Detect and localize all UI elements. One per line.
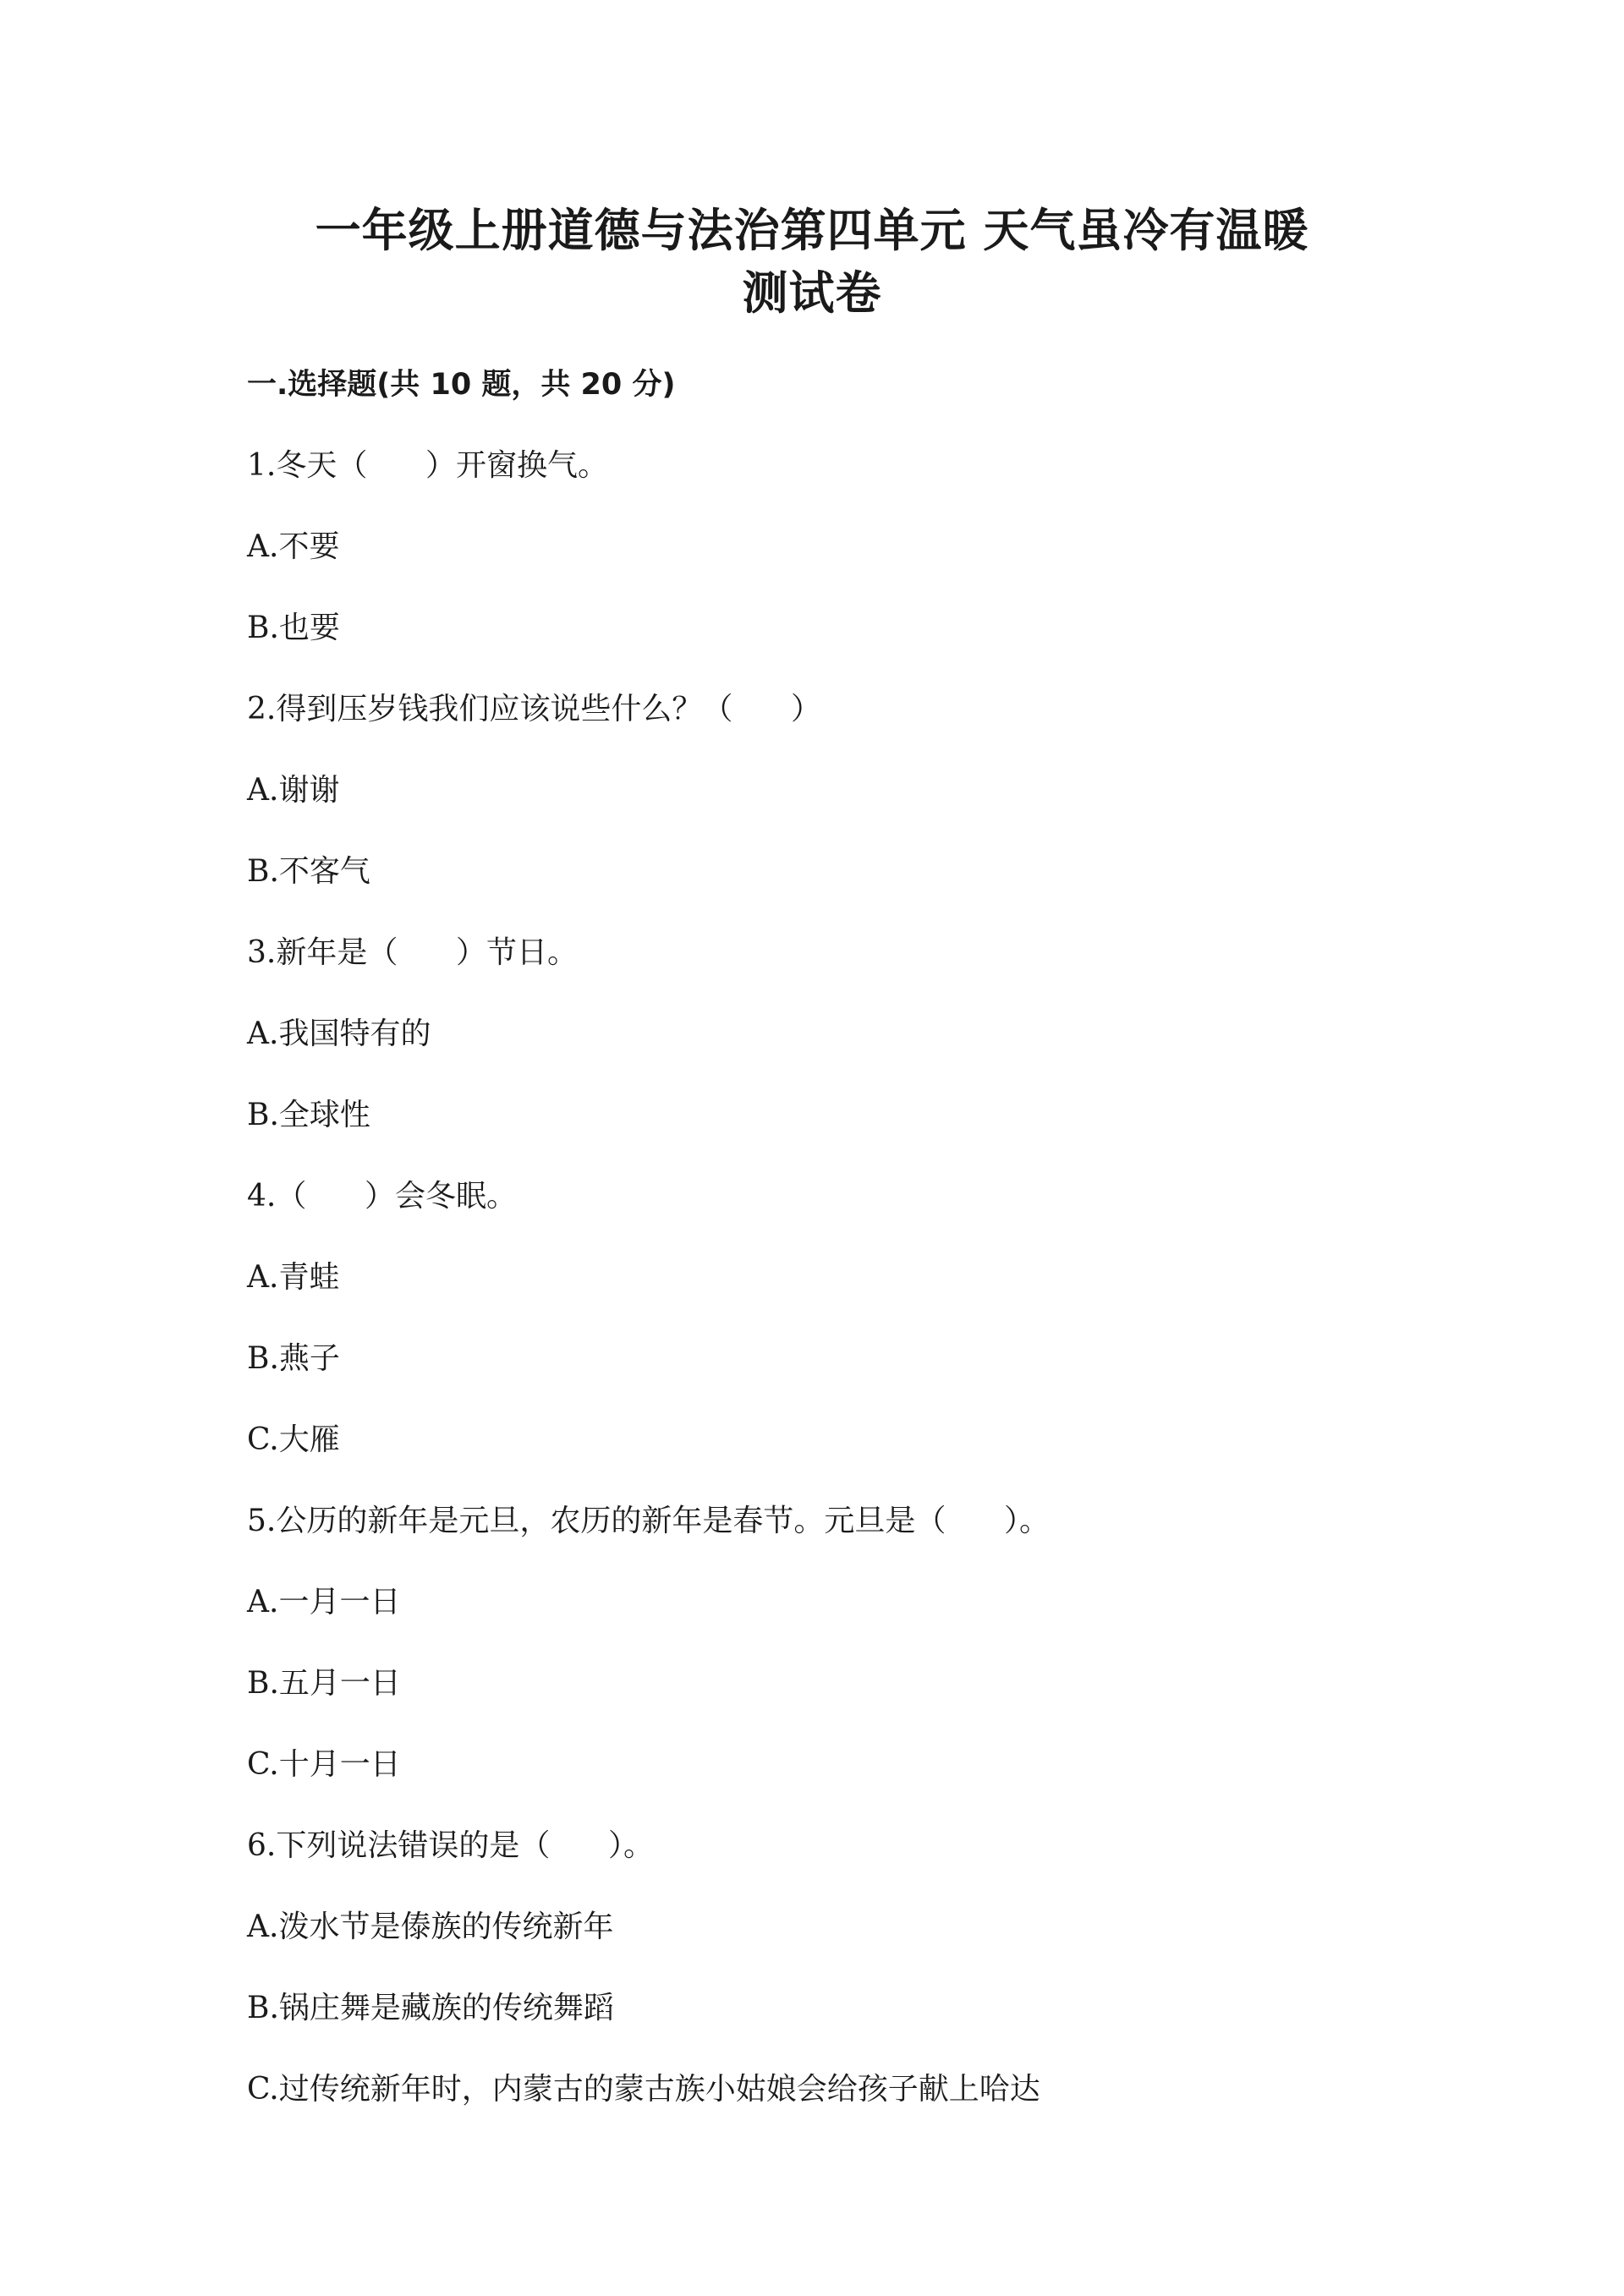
- question-4-option-b: B.燕子: [247, 1341, 340, 1376]
- question-5-option-b: B.五月一日: [247, 1666, 401, 1701]
- document-title-line-1: 一年级上册道德与法治第四单元 天气虽冷有温暖: [315, 204, 1309, 257]
- question-6-option-b: B.锅庄舞是藏族的传统舞蹈: [247, 1991, 614, 2025]
- question-3-option-b: B.全球性: [247, 1098, 370, 1132]
- question-4-stem: 4.（ ）会冬眠。: [247, 1179, 518, 1214]
- section-header: 一.选择题(共 10 题，共 20 分): [247, 368, 676, 402]
- question-5-option-c: C.十月一日: [247, 1747, 401, 1782]
- question-4-option-c: C.大雁: [247, 1422, 340, 1457]
- question-1-option-b: B.也要: [247, 611, 340, 645]
- question-1-option-a: A.不要: [247, 529, 340, 564]
- question-3-option-a: A.我国特有的: [247, 1016, 431, 1051]
- question-1-stem: 1.冬天（ ）开窗换气。: [247, 448, 609, 483]
- question-6-option-a: A.泼水节是傣族的传统新年: [247, 1910, 614, 1944]
- question-6-stem: 6.下列说法错误的是（ ）。: [247, 1828, 655, 1863]
- question-2-option-a: A.谢谢: [247, 773, 340, 808]
- question-2-option-b: B.不客气: [247, 854, 370, 889]
- question-5-option-a: A.一月一日: [247, 1585, 401, 1619]
- document-title-line-2: 测试卷: [742, 266, 882, 320]
- question-3-stem: 3.新年是（ ）节日。: [247, 935, 579, 970]
- question-2-stem: 2.得到压岁钱我们应该说些什么？（ ）: [247, 692, 822, 726]
- question-list: [247, 443, 1431, 2148]
- question-5-stem: 5.公历的新年是元旦，农历的新年是春节。元旦是（ ）。: [247, 1504, 1051, 1538]
- question-4-option-a: A.青蛙: [247, 1260, 340, 1295]
- question-6-option-c: C.过传统新年时，内蒙古的蒙古族小姑娘会给孩子献上哈达: [247, 2072, 1040, 2107]
